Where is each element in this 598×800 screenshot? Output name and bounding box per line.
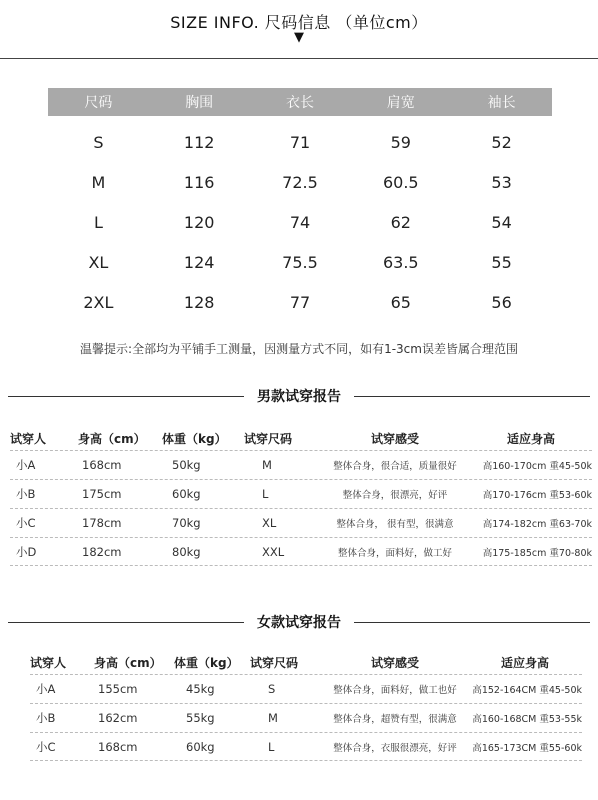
tester-name: 小C	[36, 739, 56, 754]
tester-weight: 45kg	[186, 682, 215, 696]
report-header-cell: 试穿人	[30, 655, 67, 670]
fit-range: 高165-173CM 重55-60k	[472, 742, 582, 754]
report-header-cell: 试穿感受	[370, 655, 419, 670]
tester-height: 168cm	[98, 739, 138, 754]
female-report-table	[30, 650, 582, 761]
tester-weight: 70kg	[172, 516, 201, 530]
tester-size: M	[262, 458, 272, 472]
size-cell: 63.5	[382, 252, 419, 272]
table-row	[10, 479, 592, 508]
tester-size: S	[268, 682, 276, 696]
report-header-cell: 试穿人	[10, 431, 47, 446]
tester-name: 小A	[16, 458, 36, 472]
tester-name: 小D	[16, 544, 37, 559]
measurement-tip: 温馨提示:全部均为平铺手工测量，因测量方式不同，如有1-3cm误差皆属合理范围	[80, 342, 518, 356]
tester-height: 162cm	[98, 711, 138, 725]
tester-size: L	[262, 487, 269, 501]
female-report-header	[30, 650, 582, 674]
tester-size: M	[268, 711, 278, 725]
size-header-cell: 肩宽	[386, 95, 415, 111]
tester-feedback: 整体合身，超赞有型，很满意	[333, 714, 457, 725]
tester-name: 小B	[36, 711, 56, 725]
tester-size: XXL	[262, 544, 285, 559]
size-cell: 112	[183, 132, 215, 152]
size-cell: 60.5	[382, 172, 419, 192]
size-cell: 128	[183, 292, 215, 312]
size-cell: 62	[390, 212, 411, 232]
size-cell: 56	[491, 292, 512, 312]
table-row	[10, 537, 592, 566]
report-header-cell: 试穿尺码	[244, 431, 293, 446]
size-header-cell: 袖长	[487, 95, 516, 111]
tester-feedback: 整体合身，面料好，做工好	[337, 547, 452, 559]
table-row	[30, 732, 582, 761]
size-row-l	[48, 202, 552, 242]
tester-feedback: 整体合身， 很有型，很满意	[336, 519, 454, 530]
tester-size: XL	[262, 516, 277, 530]
table-row	[30, 674, 582, 703]
fit-range: 高170-176cm 重53-60k	[482, 490, 592, 501]
fit-range: 高174-182cm 重63-70k	[482, 519, 592, 530]
tester-feedback: 整体合身，很合适，质量很好	[333, 461, 457, 472]
tester-weight: 80kg	[172, 544, 201, 559]
size-cell: XL	[88, 252, 109, 272]
tester-weight: 60kg	[186, 739, 215, 754]
report-header-cell: 身高（cm）	[78, 431, 146, 446]
tester-height: 155cm	[98, 682, 138, 696]
tester-weight: 55kg	[186, 711, 215, 725]
tester-weight: 60kg	[172, 487, 201, 501]
fit-range: 高160-170cm 重45-50k	[482, 461, 592, 472]
tester-name: 小C	[16, 516, 36, 530]
size-cell: S	[93, 132, 104, 152]
tester-height: 175cm	[82, 487, 122, 501]
header-divider	[0, 58, 598, 59]
report-header-cell: 试穿感受	[370, 431, 419, 446]
size-row-s	[48, 122, 552, 162]
size-cell: 55	[491, 252, 512, 272]
size-cell: L	[93, 212, 103, 232]
section-divider	[354, 396, 590, 397]
size-row-2xl	[48, 282, 552, 322]
tester-name: 小A	[36, 682, 56, 696]
report-header-cell: 体重（kg）	[174, 655, 239, 670]
size-cell: 77	[289, 292, 311, 312]
down-arrow-icon: ▼	[294, 30, 304, 45]
size-cell: M	[91, 172, 106, 192]
size-cell: 53	[491, 172, 512, 192]
size-cell: 52	[491, 132, 512, 152]
male-report-title: 男款试穿报告	[257, 389, 341, 405]
male-report-table	[10, 426, 592, 566]
report-header-cell: 体重（kg）	[162, 431, 227, 446]
tester-weight: 50kg	[172, 458, 201, 472]
male-report-title-bar	[0, 386, 598, 406]
tester-name: 小B	[16, 487, 36, 501]
size-cell: 2XL	[83, 292, 114, 312]
table-row	[10, 508, 592, 537]
fit-range: 高160-168CM 重53-55k	[472, 714, 582, 725]
female-report-title-bar	[0, 612, 598, 632]
male-report-header	[10, 426, 592, 450]
female-report-title: 女款试穿报告	[257, 615, 341, 631]
size-cell: 120	[183, 212, 215, 232]
size-cell: 65	[390, 292, 411, 312]
tester-size: L	[268, 739, 275, 754]
size-row-m	[48, 162, 552, 202]
size-cell: 72.5	[282, 172, 318, 192]
tester-height: 182cm	[82, 544, 122, 559]
tester-feedback: 整体合身，面料好，做工也好	[333, 685, 457, 696]
fit-range: 高175-185cm 重70-80k	[482, 547, 592, 559]
section-divider	[354, 622, 590, 623]
size-row-xl	[48, 242, 552, 282]
size-cell: 75.5	[282, 252, 318, 272]
tester-feedback: 整体合身，衣服很漂亮，好评	[333, 742, 457, 754]
size-table-header	[48, 88, 552, 116]
size-cell: 59	[390, 132, 411, 152]
report-header-cell: 试穿尺码	[250, 655, 299, 670]
size-header-cell: 衣长	[285, 95, 314, 111]
size-cell: 116	[183, 172, 215, 192]
size-cell: 71	[289, 132, 311, 152]
fit-range: 高152-164CM 重45-50k	[472, 685, 582, 696]
size-cell: 54	[491, 212, 512, 232]
table-row	[30, 703, 582, 732]
size-cell: 124	[183, 252, 215, 272]
size-header-cell: 胸围	[185, 95, 214, 111]
tester-height: 178cm	[82, 516, 122, 530]
report-header-cell: 身高（cm）	[94, 655, 162, 670]
tester-feedback: 整体合身，很漂亮，好评	[342, 490, 448, 501]
tester-height: 168cm	[82, 458, 122, 472]
size-table	[48, 88, 552, 322]
page-title: SIZE INFO. 尺码信息 （单位cm）	[170, 13, 428, 32]
size-header-cell: 尺码	[84, 95, 113, 111]
size-cell: 74	[289, 212, 311, 232]
table-row	[10, 450, 592, 479]
report-header-cell: 适应身高	[500, 655, 549, 670]
report-header-cell: 适应身高	[506, 431, 555, 446]
